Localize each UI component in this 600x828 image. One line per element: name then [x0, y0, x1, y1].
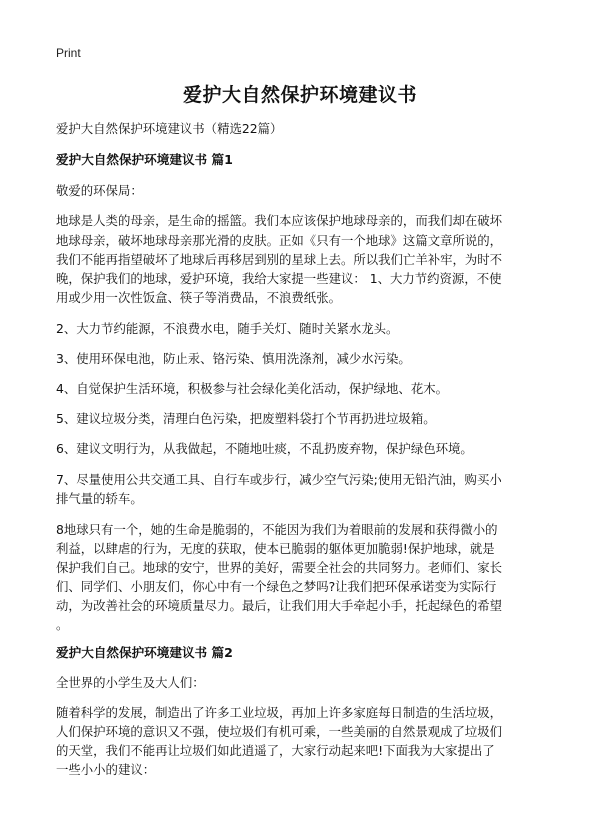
list-item: 4、自觉保护生活环境，积极参与社会绿化美化活动，保护绿地、花木。 [56, 381, 448, 396]
paragraph-line: 。 [56, 617, 69, 632]
paragraph-line: 我们不能再指望破坏了地球后再移居到别的星球上去。所以我们亡羊补牢，为时不 [56, 252, 503, 267]
paragraph-line: 地球母亲，破坏地球母亲那光滑的皮肤。正如《只有一个地球》这篇文章所说的， [56, 233, 503, 248]
paragraph-line: 用或少用一次性饭盒、筷子等消费品，不浪费纸张。 [56, 290, 341, 305]
section-heading-1: 爱护大自然保护环境建议书 篇1 [56, 152, 233, 167]
greeting-1: 敬爱的环保局： [56, 183, 143, 198]
paragraph-line: 们、同学们、小朋友们，你心中有一个绿色之梦吗?让我们把环保承诺变为实际行 [56, 579, 497, 594]
print-link[interactable]: Print [56, 46, 81, 60]
paragraph-line: 动，为改善社会的环境质量尽力。最后，让我们用大手牵起小手，托起绿色的希望 [56, 598, 503, 613]
subtitle: 爱护大自然保护环境建议书（精选22篇） [56, 121, 283, 136]
paragraph-line: 利益，以肆虐的行为，无度的获取，使本已脆弱的躯体更加脆弱!保护地球，就是 [56, 541, 495, 556]
greeting-2: 全世界的小学生及大人们： [56, 675, 205, 690]
paragraph-line: 一些小小的建议： [56, 762, 156, 777]
list-item: 5、建议垃圾分类，清理白色污染，把废塑料袋打个节再扔进垃圾箱。 [56, 411, 436, 426]
paragraph-line: 随着科学的发展，制造出了许多工业垃圾，再加上许多家庭每日制造的生活垃圾， [56, 705, 503, 720]
paragraph-line: 地球是人类的母亲，是生命的摇篮。我们本应该保护地球母亲的，而我们却在破坏 [56, 213, 503, 228]
paragraph-line: 8地球只有一个，她的生命是脆弱的，不能因为我们为着眼前的发展和获得微小的 [56, 522, 498, 537]
paragraph-line: 人们保护环境的意识又不强，使垃圾们有机可乘，一些美丽的自然景观成了垃圾们 [56, 724, 503, 739]
list-item: 2、大力节约能源，不浪费水电，随手关灯、随时关紧水龙头。 [56, 321, 399, 336]
paragraph-line: 的天堂，我们不能再让垃圾们如此逍遥了，大家行动起来吧!下面我为大家提出了 [56, 743, 495, 758]
list-item: 6、建议文明行为，从我做起，不随地吐痰，不乱扔废弃物，保护绿色环境。 [56, 441, 473, 456]
section-heading-2: 爱护大自然保护环境建议书 篇2 [56, 645, 233, 660]
paragraph-line: 保护我们自己。地球的安宁，世界的美好，需要全社会的共同努力。老师们、家长 [56, 560, 503, 575]
paragraph-line: 排气量的轿车。 [56, 491, 143, 506]
paragraph-line: 晚，保护我们的地球，爱护环境，我给大家提一些建议： 1、大力节约资源，不使 [56, 271, 502, 286]
list-item: 3、使用环保电池，防止汞、铬污染、慎用洗涤剂，减少水污染。 [56, 351, 411, 366]
paragraph-line: 7、尽量使用公共交通工具、自行车或步行，减少空气污染;使用无铅汽油，购买小 [56, 472, 502, 487]
document-title: 爱护大自然保护环境建议书 [182, 84, 417, 106]
